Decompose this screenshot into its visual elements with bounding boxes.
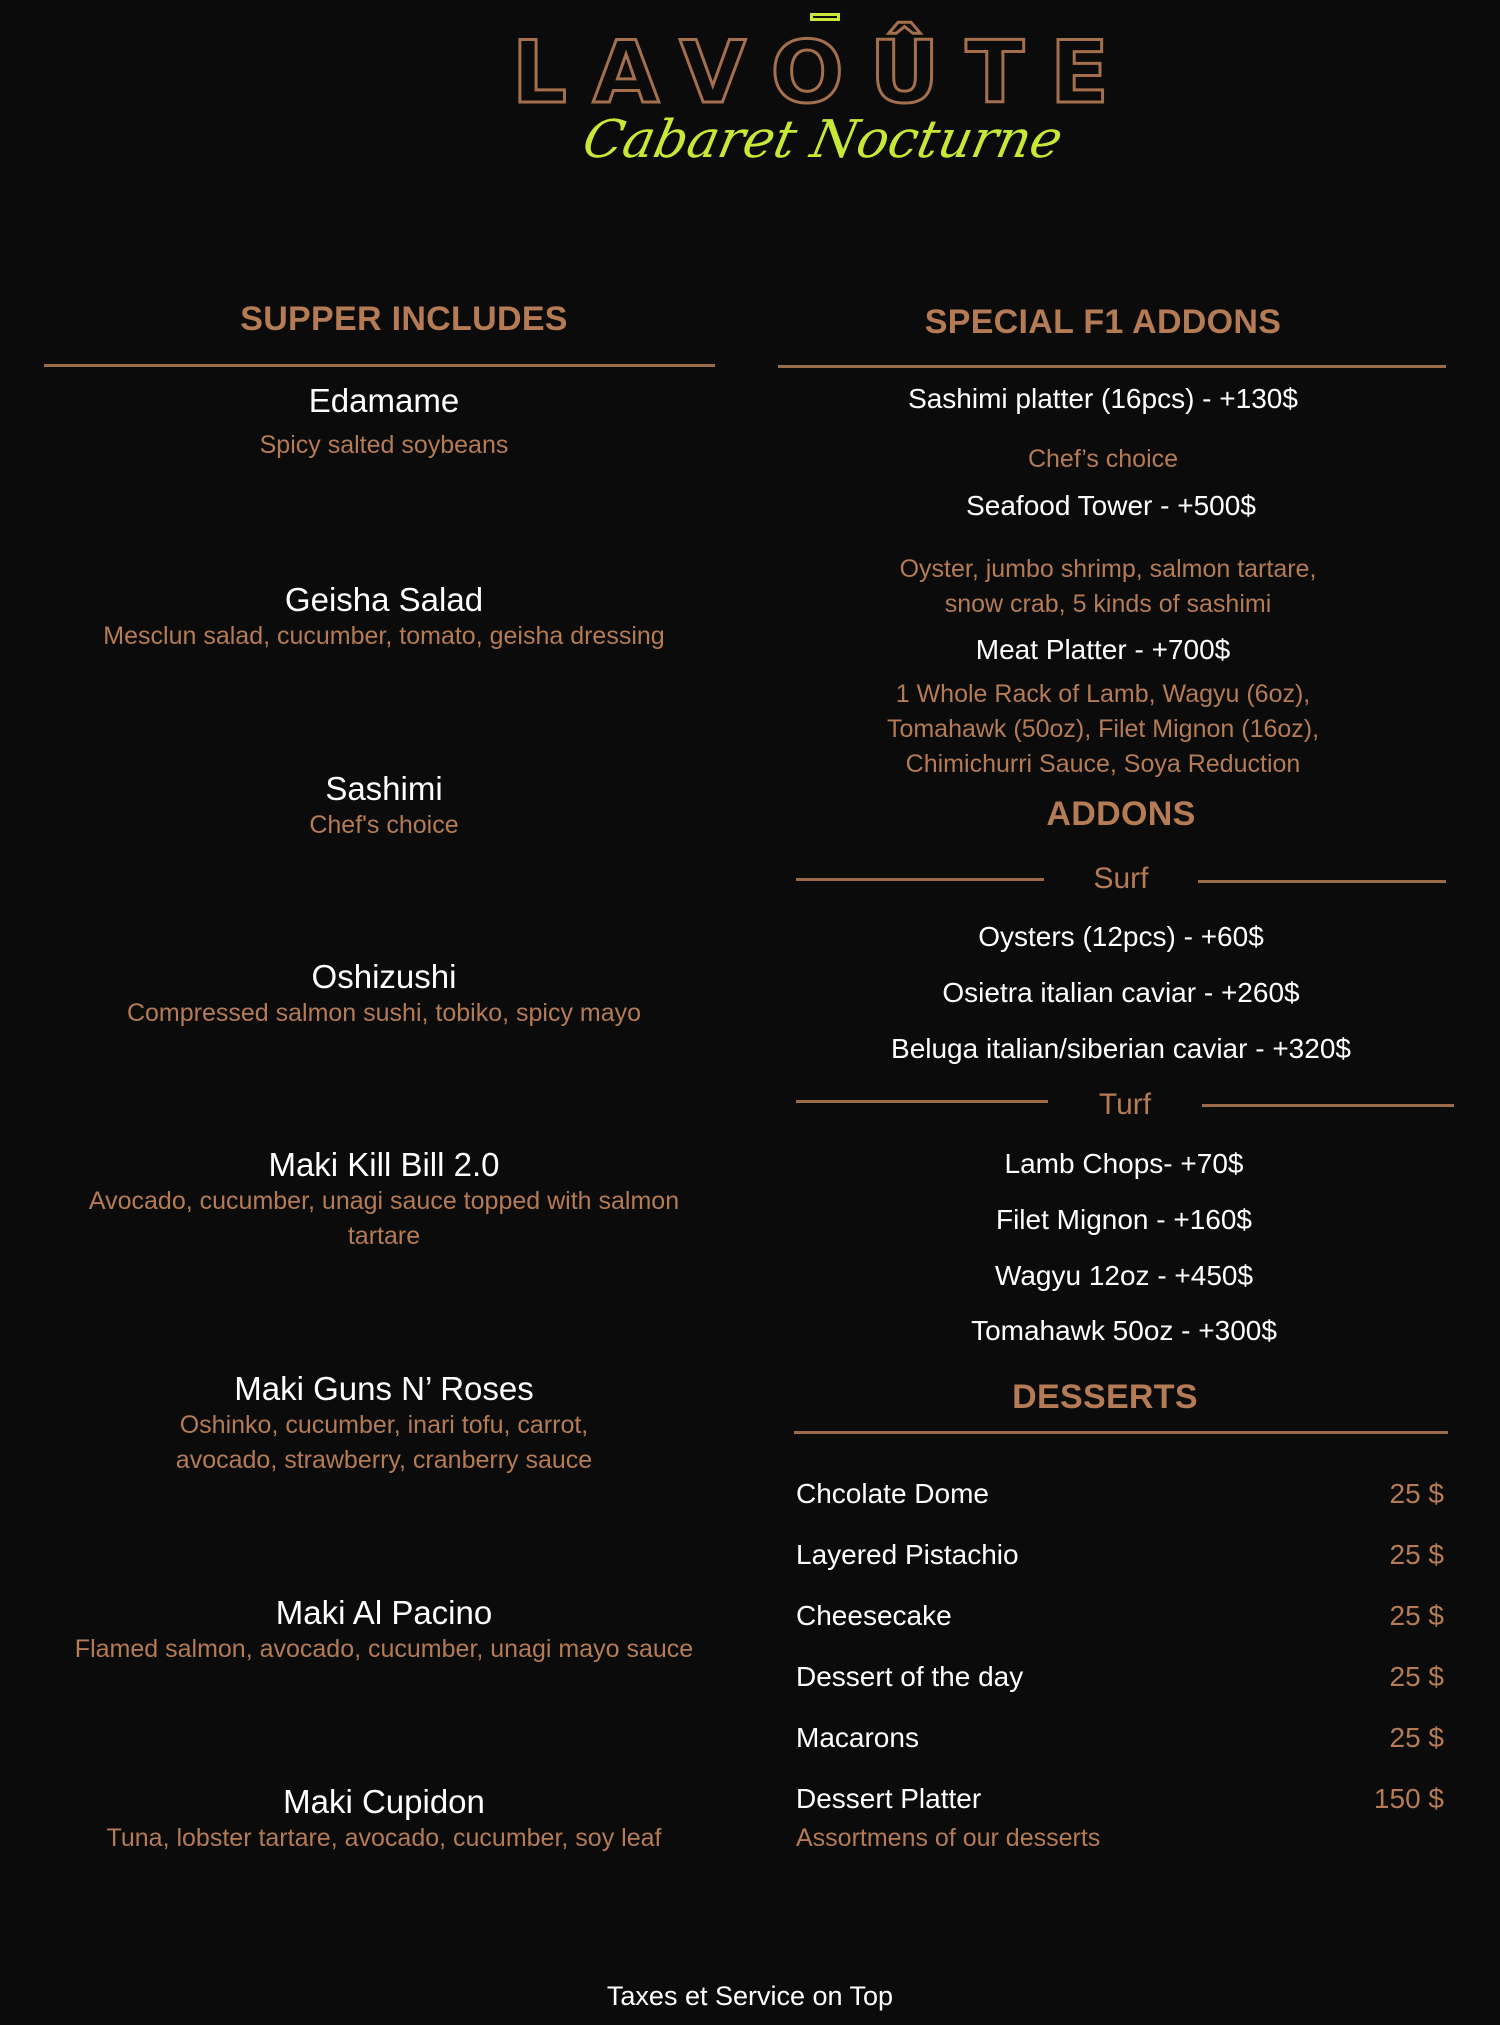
addon-turf-lamb-chops: Lamb Chops- +70$	[1004, 1148, 1244, 1179]
item-name: Maki Al Pacino	[275, 1594, 493, 1631]
special-item-sashimi-platter-desc: Chef’s choice	[1027, 445, 1179, 473]
addon-surf-osietra: Osietra italian caviar - +260$	[942, 977, 1300, 1008]
item-desc: Flamed salmon, avocado, cucumber, unagi mayo sauce	[74, 1635, 694, 1663]
menu-item-sashimi	[44, 770, 724, 843]
turf-label: Turf	[1098, 1088, 1152, 1121]
item-desc: Compressed salmon sushi, tobiko, spicy mayo	[126, 999, 642, 1027]
special-item-sashimi-platter: Sashimi platter (16pcs) - +130$	[908, 383, 1298, 414]
dessert-name: Layered Pistachio	[796, 1539, 1019, 1570]
supper-divider	[44, 364, 715, 367]
logo-tagline: Cabaret Nocturne	[577, 110, 1068, 170]
item-desc: Avocado, cucumber, unagi sauce topped with salmon tartare	[88, 1187, 680, 1250]
addon-turf-filet-mignon: Filet Mignon - +160$	[995, 1204, 1253, 1235]
dessert-row	[796, 1783, 1444, 1823]
menu-item-maki-kill-bill	[44, 1146, 724, 1254]
special-item-meat-platter-desc: 1 Whole Rack of Lamb, Wagyu (6oz), Tomahawk (50oz), Filet Mignon (16oz), Chimichurri Sauce, Soya Reduction	[886, 680, 1320, 778]
logo-wordmark: LAVOÛTE	[512, 23, 1135, 123]
item-desc: Oshinko, cucumber, inari tofu, carrot, avocado, strawberry, cranberry sauce	[175, 1411, 593, 1474]
special-item-seafood-tower: Seafood Tower - +500$	[966, 490, 1256, 521]
surf-divider-left	[796, 878, 1044, 881]
item-name: Oshizushi	[311, 958, 457, 995]
supper-heading: SUPPER INCLUDES	[240, 300, 568, 338]
addon-turf-wagyu: Wagyu 12oz - +450$	[994, 1260, 1254, 1291]
addon-surf-oysters: Oysters (12pcs) - +60$	[978, 921, 1264, 952]
dessert-name: Dessert Platter	[796, 1783, 982, 1814]
addons-heading: ADDONS	[1046, 795, 1196, 833]
item-desc: Tuna, lobster tartare, avocado, cucumber, soy leaf	[106, 1824, 662, 1852]
item-name: Maki Cupidon	[283, 1783, 485, 1820]
dessert-platter-note: Assortmens of our desserts	[796, 1824, 1101, 1852]
menu-item-maki-guns-n-roses	[44, 1370, 724, 1478]
item-name: Geisha Salad	[284, 581, 484, 618]
item-name: Maki Guns N’ Roses	[234, 1370, 534, 1407]
special-item-seafood-tower-desc: Oyster, jumbo shrimp, salmon tartare, snow crab, 5 kinds of sashimi	[899, 555, 1317, 618]
dessert-price: 150 $	[1373, 1783, 1444, 1814]
addon-surf-beluga: Beluga italian/siberian caviar - +320$	[891, 1033, 1351, 1064]
turf-divider-right	[1202, 1104, 1454, 1107]
menu-item-oshizushi	[44, 958, 724, 1031]
dessert-price: 25 $	[1389, 1661, 1444, 1692]
dessert-row	[796, 1478, 1444, 1518]
item-name: Maki Kill Bill 2.0	[268, 1146, 500, 1183]
surf-divider-right	[1198, 880, 1446, 883]
dessert-row	[796, 1600, 1444, 1640]
menu-item-geisha-salad	[44, 581, 724, 654]
special-heading: SPECIAL F1 ADDONS	[924, 303, 1282, 341]
turf-divider-left	[796, 1100, 1048, 1103]
desserts-divider	[794, 1431, 1448, 1434]
dessert-name: Macarons	[796, 1722, 919, 1753]
dessert-row	[796, 1539, 1444, 1579]
logo-accent-mark	[810, 13, 840, 21]
dessert-row	[796, 1722, 1444, 1762]
addon-turf-tomahawk: Tomahawk 50oz - +300$	[971, 1315, 1277, 1346]
item-desc: Chef's choice	[309, 811, 459, 839]
dessert-price: 25 $	[1389, 1478, 1444, 1509]
dessert-price: 25 $	[1389, 1600, 1444, 1631]
special-item-meat-platter: Meat Platter - +700$	[975, 634, 1231, 665]
dessert-name: Chcolate Dome	[796, 1478, 989, 1509]
dessert-row	[796, 1661, 1444, 1701]
dessert-name: Dessert of the day	[796, 1661, 1024, 1692]
desserts-heading: DESSERTS	[1012, 1378, 1198, 1416]
special-divider	[778, 365, 1446, 368]
item-desc: Spicy salted soybeans	[259, 431, 509, 459]
menu-item-edamame	[44, 382, 724, 463]
footer-note: Taxes et Service on Top	[606, 1981, 894, 2011]
surf-label: Surf	[1093, 862, 1149, 895]
item-name: Edamame	[308, 382, 460, 419]
dessert-price: 25 $	[1389, 1722, 1444, 1753]
dessert-price: 25 $	[1389, 1539, 1444, 1570]
item-name: Sashimi	[325, 770, 443, 807]
dessert-name: Cheesecake	[796, 1600, 952, 1631]
item-desc: Mesclun salad, cucumber, tomato, geisha dressing	[103, 622, 665, 650]
menu-item-maki-cupidon	[44, 1783, 724, 1856]
menu-item-maki-al-pacino	[44, 1594, 724, 1667]
